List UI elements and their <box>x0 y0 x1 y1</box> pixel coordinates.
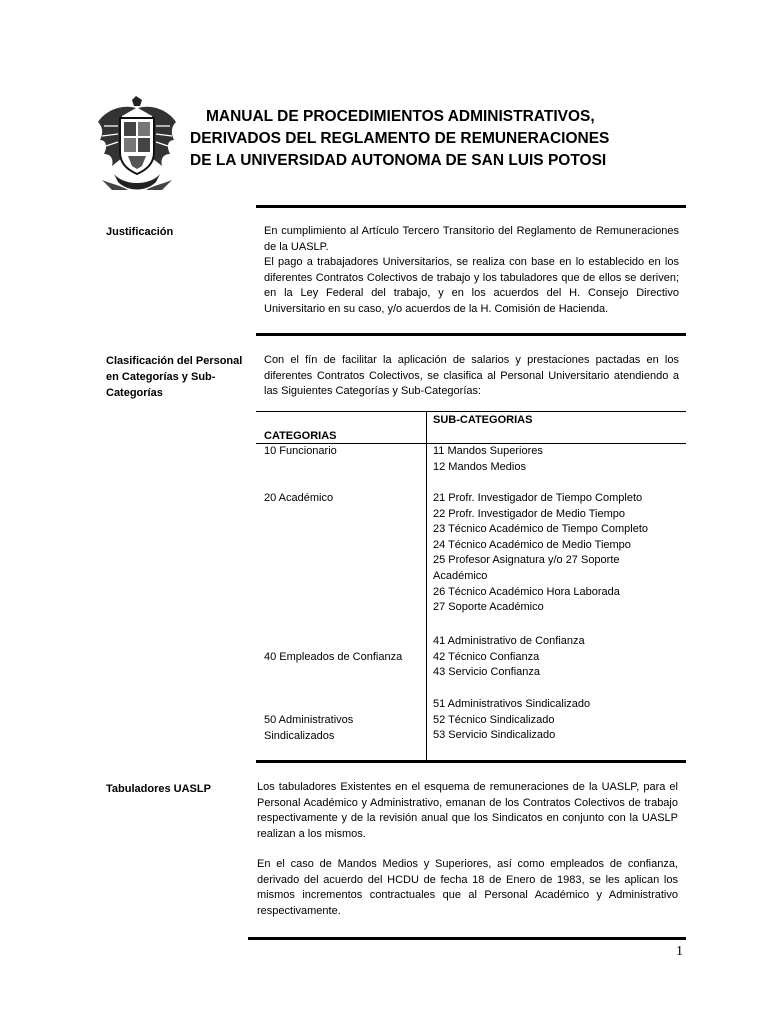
subcategory-item: 11 Mandos Superiores <box>433 445 543 457</box>
page-number: 1 <box>676 944 683 959</box>
subcategory-item: 27 Soporte Académico <box>433 601 544 614</box>
justificacion-label: Justificación <box>106 226 174 238</box>
tabuladores-label: Tabuladores UASLP <box>106 783 211 795</box>
clasificacion-label <box>106 353 242 401</box>
category-name: 50 Administrativos <box>264 714 354 726</box>
tabuladores-paragraph: En el caso de Mandos Medios y Superiores, así como empleados de confianza, derivado del acuerdo del HCDU de fecha 18 de Enero de 1983, se les aplican los mismos incrementos contractuales que al Personal Académico y Administrativo respectivamente. <box>257 858 678 917</box>
category-name: Sindicalizados <box>264 729 335 742</box>
subcategory-item: 52 Técnico Sindicalizado <box>433 713 555 726</box>
divider-justificacion <box>256 333 686 336</box>
clasificacion-label-line: Categorías <box>106 387 163 399</box>
justificacion-text <box>264 224 679 317</box>
subcategory-item: 41 Administrativo de Confianza <box>433 635 585 647</box>
subcategory-cell <box>433 491 648 616</box>
title-line-1: MANUAL DE PROCEDIMIENTOS ADMINISTRATIVOS, <box>206 108 595 125</box>
table-top-border <box>256 411 686 412</box>
clasificacion-label-line: en Categorías y Sub- <box>106 371 216 383</box>
subcategory-cell <box>433 697 590 744</box>
justificacion-paragraph: En cumplimiento al Artículo Tercero Transitorio del Reglamento de Remuneraciones de la UASLP. <box>264 225 679 253</box>
table-column-divider <box>426 411 427 761</box>
subcategory-item: 53 Servicio Sindicalizado <box>433 729 556 742</box>
subcategory-item: 23 Técnico Académico de Tiempo Completo <box>433 523 649 536</box>
clasificacion-label-line: Clasificación del Personal <box>106 355 243 367</box>
subcategory-item: 24 Técnico Académico de Medio Tiempo <box>433 538 631 551</box>
tabuladores-paragraph: Los tabuladores Existentes en el esquema de remuneraciones de la UASLP, para el Personal Académico y Administrativo, emanan de los Contratos Colectivos de trabajo respectivamente y de la revisión anual que los Sindicatos en conjunto con la UASLP realizan a los mismos. <box>257 781 678 840</box>
category-name: 10 Funcionario <box>264 445 337 457</box>
divider-clasificacion <box>256 760 686 763</box>
category-cell <box>264 444 337 460</box>
subcategory-item: 25 Profesor Asignatura y/o 27 Soporte <box>433 554 620 567</box>
category-cell <box>264 713 353 744</box>
category-name: 40 Empleados de Confianza <box>264 651 403 663</box>
clasificacion-intro: Con el fín de facilitar la aplicación de salarios y prestaciones pactadas en los diferentes Contratos Colectivos, se clasifica al Personal Universitario atendiendo a las Siguientes Categorías y Sub-Categorías: <box>264 354 679 397</box>
divider-bottom <box>248 937 686 940</box>
title-line-2: DERIVADOS DEL REGLAMENTO DE REMUNERACIONES <box>190 130 610 147</box>
table-header-subcategorias: SUB-CATEGORIAS <box>433 414 533 426</box>
subcategory-cell <box>433 634 585 681</box>
category-cell <box>264 491 333 507</box>
subcategory-item: Académico <box>433 569 488 582</box>
justificacion-paragraph: El pago a trabajadores Universitarios, se realiza con base en lo establecido en los diferentes Contratos Colectivos de trabajo y los tabuladores que de ellos se deriven; en la Ley Federal del trabajo, y en los acuerdos del H. Consejo Directivo Universitario en su caso, y/o acuerdos de la H. Comisión de Hacienda. <box>264 256 679 315</box>
table-header-categorias: CATEGORIAS <box>264 430 337 442</box>
subcategory-item: 26 Técnico Académico Hora Laborada <box>433 585 620 598</box>
subcategory-item: 12 Mandos Medios <box>433 460 526 473</box>
subcategory-item: 21 Profr. Investigador de Tiempo Completo <box>433 492 643 504</box>
category-name: 20 Académico <box>264 492 334 504</box>
university-seal-icon <box>92 96 182 192</box>
title-line-3: DE LA UNIVERSIDAD AUTONOMA DE SAN LUIS POTOSI <box>190 152 607 169</box>
category-cell <box>264 650 402 666</box>
document-title <box>190 106 630 172</box>
subcategory-cell <box>433 444 543 475</box>
divider-top <box>256 205 686 208</box>
subcategory-item: 43 Servicio Confianza <box>433 666 541 679</box>
subcategory-item: 22 Profr. Investigador de Medio Tiempo <box>433 507 625 520</box>
subcategory-item: 42 Técnico Confianza <box>433 650 540 663</box>
subcategory-item: 51 Administrativos Sindicalizado <box>433 698 591 710</box>
